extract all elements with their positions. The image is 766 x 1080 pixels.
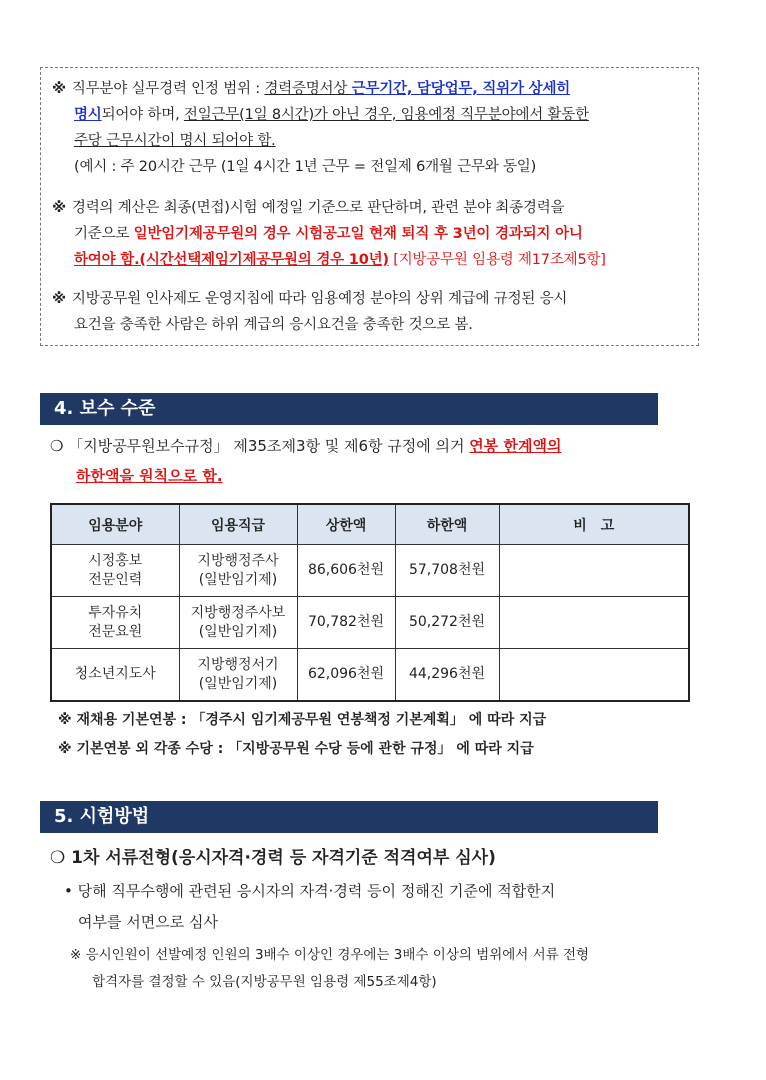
note-2 [52, 195, 692, 273]
note-emphasis: 근무기간, 담당업무, 직위가 상세히 [351, 81, 571, 97]
salary-footnote-2: ※ 기본연봉 외 각종 수당 : 「지방공무원 수당 등에 관한 규정」 에 따라 지급 [58, 741, 534, 757]
reference-mark-icon: ※ [52, 291, 66, 307]
column-header: 비 고 [499, 504, 689, 545]
note-1 [52, 76, 692, 180]
table-header-row [51, 504, 689, 545]
note-text: 지방공무원 인사제도 운영지침에 따라 임용예정 분야의 상위 계급에 규정된 응시 [71, 291, 568, 307]
upper-cell: 86,606천원 [297, 545, 395, 597]
field-cell: 시정홍보 전문인력 [51, 545, 179, 597]
bullet-icon: • [64, 882, 73, 900]
note-text: 경력의 계산은 최종(면접)시험 예정일 기준으로 판단하며, 관련 분야 최종경력을 [71, 200, 565, 216]
table-row [51, 597, 689, 649]
footnote-text: 합격자를 결정할 수 있음(지방공무원 임용령 제55조제4항) [92, 974, 437, 990]
grade-cell: 지방행정서기 (일반임기제) [179, 649, 297, 702]
paragraph-text: ❍ 「지방공무원보수규정」 제35조제3항 및 제6항 규정에 의거 [50, 437, 470, 455]
note-text: 주당 근무시간이 명시 되어야 함. [74, 133, 276, 149]
note-text: 경력증명서상 [264, 81, 352, 97]
field-cell: 청소년지도사 [51, 649, 179, 702]
note-emphasis: 일반임기제공무원의 경우 시험공고일 현재 퇴직 후 3년이 경과되지 아니 [133, 226, 583, 242]
field-cell: 투자유치 전문요원 [51, 597, 179, 649]
section-5-bullet [64, 876, 704, 938]
section-5-footnote [70, 942, 710, 996]
salary-table [50, 503, 690, 702]
column-header: 상한액 [297, 504, 395, 545]
note-cell [499, 597, 689, 649]
upper-cell: 62,096천원 [297, 649, 395, 702]
lower-cell: 44,296천원 [395, 649, 499, 702]
note-text: 직무분야 실무경력 인정 범위 : [71, 81, 265, 97]
reference-mark-icon: ※ [52, 200, 66, 216]
lower-cell: 50,272천원 [395, 597, 499, 649]
upper-cell: 70,782천원 [297, 597, 395, 649]
footnote-text: ※ 응시인원이 선발예정 인원의 3배수 이상인 경우에는 3배수 이상의 범위에서 서류 전형 [70, 947, 590, 963]
note-cell [499, 649, 689, 702]
note-text: 전일근무(1일 8시간)가 아닌 경우, 임용예정 직무분야에서 활동한 [183, 107, 589, 123]
bullet-text: 당해 직무수행에 관련된 응시자의 자격·경력 등이 정해진 기준에 적합한지 [77, 882, 556, 900]
note-text: 요건을 충족한 사람은 하위 계급의 응시요건을 충족한 것으로 봄. [74, 317, 473, 333]
reference-mark-icon: ※ [52, 81, 66, 97]
note-text: 되어야 하며, [101, 107, 184, 123]
grade-cell: 지방행정주사 (일반임기제) [179, 545, 297, 597]
paragraph-emphasis: 연봉 한계액의 [469, 437, 562, 455]
note-example: (예시 : 주 20시간 근무 (1일 4시간 1년 근무 = 전일제 6개월 근무와 동일) [74, 159, 537, 175]
note-3 [52, 286, 692, 338]
section-5-subheading: ❍ 1차 서류전형(응시자격·경력 등 자격기준 적격여부 심사) [50, 848, 496, 868]
table-row [51, 545, 689, 597]
note-citation: [지방공무원 임용령 제17조제5항] [388, 252, 606, 268]
section-5-header: 5. 시험방법 [40, 801, 658, 833]
column-header: 하한액 [395, 504, 499, 545]
note-text: 기준으로 [74, 226, 134, 242]
salary-footnote-1: ※ 재채용 기본연봉 : 「경주시 임기제공무원 연봉책정 기본계획」 에 따라 지급 [58, 712, 547, 728]
lower-cell: 57,708천원 [395, 545, 499, 597]
note-emphasis: 명시 [74, 107, 102, 123]
note-cell [499, 545, 689, 597]
section-4-paragraph [50, 431, 700, 491]
note-emphasis: (시간선택제임기제공무원의 경우 10년) [139, 252, 389, 268]
table-row [51, 649, 689, 702]
column-header: 임용분야 [51, 504, 179, 545]
paragraph-emphasis: 하한액을 원칙으로 함. [76, 467, 223, 485]
note-emphasis: 하여야 함. [74, 252, 140, 268]
grade-cell: 지방행정주사보 (일반임기제) [179, 597, 297, 649]
column-header: 임용직급 [179, 504, 297, 545]
bullet-text: 여부를 서면으로 심사 [78, 913, 218, 931]
section-4-header: 4. 보수 수준 [40, 393, 658, 425]
